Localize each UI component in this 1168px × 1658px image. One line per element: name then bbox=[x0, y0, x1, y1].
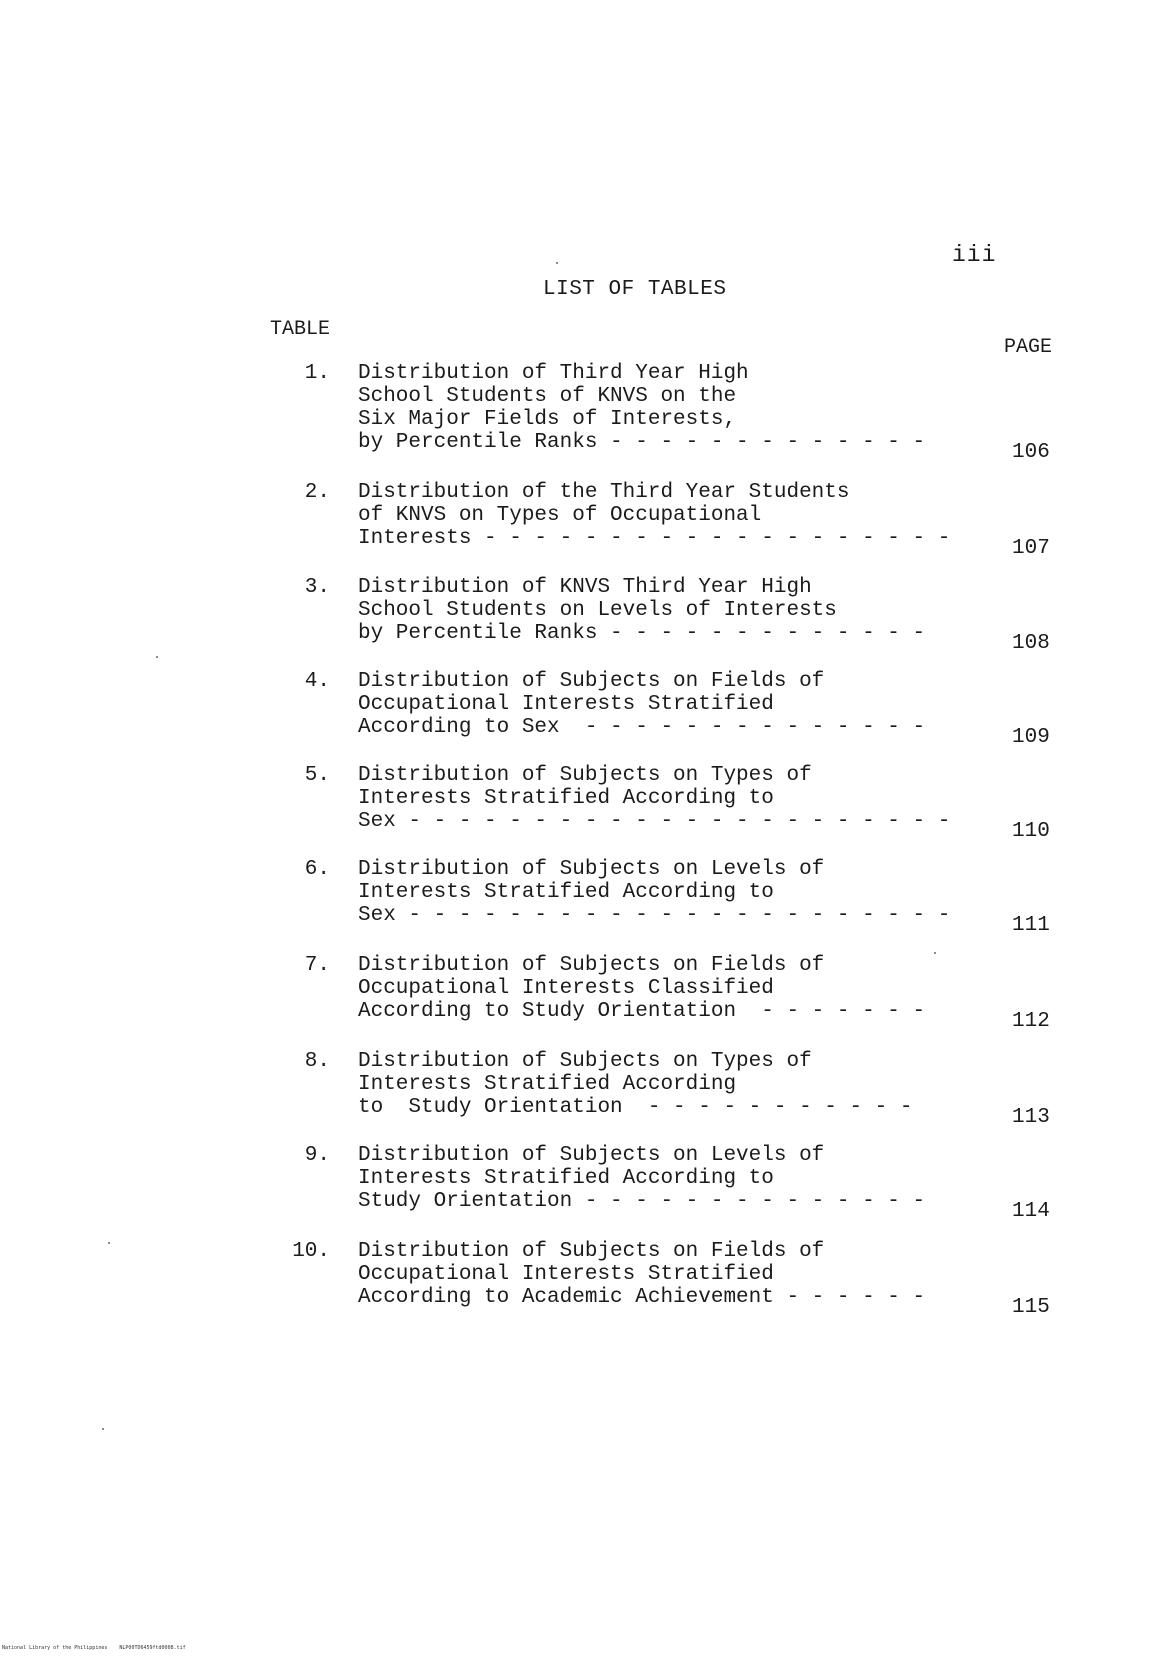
scan-speck bbox=[556, 262, 558, 264]
entry-title-line: Distribution of Subjects on Fields of bbox=[358, 670, 825, 693]
entry-number: 4. bbox=[304, 670, 330, 693]
entry-title-line: to Study Orientation - - - - - - - - - - - bbox=[358, 1096, 913, 1119]
entry-title bbox=[358, 481, 998, 550]
entry-title-line: Distribution of Subjects on Fields of bbox=[358, 1240, 825, 1263]
entry-number: 9. bbox=[304, 1144, 330, 1167]
entry-title-line: Interests Stratified According bbox=[358, 1073, 737, 1096]
entry-title bbox=[358, 1050, 998, 1119]
footer-credit: National Library of the Philippines NLP00TD6459ftd0008.tif bbox=[2, 1645, 186, 1651]
entry-page-number: 108 bbox=[1012, 632, 1050, 655]
entry-title-line: Distribution of Subjects on Fields of bbox=[358, 954, 825, 977]
entry-title-line: by Percentile Ranks - - - - - - - - - - - - - bbox=[358, 622, 926, 645]
entry-title-line: of KNVS on Types of Occupational bbox=[358, 504, 762, 527]
page-title: LIST OF TABLES bbox=[543, 278, 727, 301]
entry-page-number: 112 bbox=[1012, 1010, 1050, 1033]
entry-number: 8. bbox=[304, 1050, 330, 1073]
entry-title bbox=[358, 764, 998, 833]
entry-page-number: 107 bbox=[1012, 537, 1050, 560]
entry-title-line: Interests Stratified According to bbox=[358, 787, 774, 810]
entry-title bbox=[358, 1240, 998, 1309]
entry-title-line: Interests - - - - - - - - - - - - - - - - - - - bbox=[358, 527, 951, 550]
entry-number: 3. bbox=[304, 576, 330, 599]
scan-speck bbox=[108, 1242, 110, 1244]
entry-page-number: 110 bbox=[1012, 820, 1050, 843]
entry-title-line: Occupational Interests Stratified bbox=[358, 693, 774, 716]
scan-speck bbox=[102, 1428, 104, 1430]
entry-page-number: 115 bbox=[1012, 1296, 1050, 1319]
entry-title-line: Sex - - - - - - - - - - - - - - - - - - - - - - bbox=[358, 810, 951, 833]
entry-title-line: Distribution of Third Year High bbox=[358, 362, 749, 385]
entry-title-line: School Students of KNVS on the bbox=[358, 385, 737, 408]
entry-title bbox=[358, 576, 998, 645]
scan-speck bbox=[934, 952, 936, 954]
entry-title-line: Distribution of Subjects on Types of bbox=[358, 1050, 812, 1073]
entry-title-line: Distribution of Subjects on Types of bbox=[358, 764, 812, 787]
entry-title-line: According to Study Orientation - - - - - - - bbox=[358, 1000, 926, 1023]
entry-page-number: 114 bbox=[1012, 1200, 1050, 1223]
table-column-header: TABLE bbox=[270, 318, 331, 341]
entry-page-number: 113 bbox=[1012, 1106, 1050, 1129]
entry-title-line: Distribution of Subjects on Levels of bbox=[358, 1144, 825, 1167]
entry-title-line: According to Sex - - - - - - - - - - - - - - bbox=[358, 716, 926, 739]
entry-title bbox=[358, 954, 998, 1023]
entry-title-line: Distribution of Subjects on Levels of bbox=[358, 858, 825, 881]
entry-title-line: Occupational Interests Classified bbox=[358, 977, 774, 1000]
entry-title bbox=[358, 362, 998, 454]
entry-title-line: by Percentile Ranks - - - - - - - - - - - - - bbox=[358, 431, 926, 454]
entry-number: 10. bbox=[292, 1240, 330, 1263]
page-number: iii bbox=[952, 242, 997, 268]
entry-title-line: School Students on Levels of Interests bbox=[358, 599, 837, 622]
entry-title-line: Interests Stratified According to bbox=[358, 1167, 774, 1190]
entry-title-line: According to Academic Achievement - - - - - - bbox=[358, 1286, 926, 1309]
entry-number: 1. bbox=[304, 362, 330, 385]
entry-number: 2. bbox=[304, 481, 330, 504]
entry-number: 7. bbox=[304, 954, 330, 977]
page-column-header: PAGE bbox=[1004, 336, 1053, 359]
entry-title-line: Six Major Fields of Interests, bbox=[358, 408, 737, 431]
scan-speck bbox=[156, 656, 158, 658]
entry-title-line: Occupational Interests Stratified bbox=[358, 1263, 774, 1286]
entry-number: 5. bbox=[304, 764, 330, 787]
entry-page-number: 109 bbox=[1012, 726, 1050, 749]
entry-title-line: Distribution of the Third Year Students bbox=[358, 481, 850, 504]
entry-title-line: Distribution of KNVS Third Year High bbox=[358, 576, 812, 599]
entry-title bbox=[358, 1144, 998, 1213]
entry-title-line: Sex - - - - - - - - - - - - - - - - - - - - - - bbox=[358, 904, 951, 927]
entry-title bbox=[358, 670, 998, 739]
entry-title-line: Study Orientation - - - - - - - - - - - - - - bbox=[358, 1190, 926, 1213]
entry-page-number: 106 bbox=[1012, 441, 1050, 464]
entry-number: 6. bbox=[304, 858, 330, 881]
entry-page-number: 111 bbox=[1012, 914, 1050, 937]
entry-title-line: Interests Stratified According to bbox=[358, 881, 774, 904]
entry-title bbox=[358, 858, 998, 927]
